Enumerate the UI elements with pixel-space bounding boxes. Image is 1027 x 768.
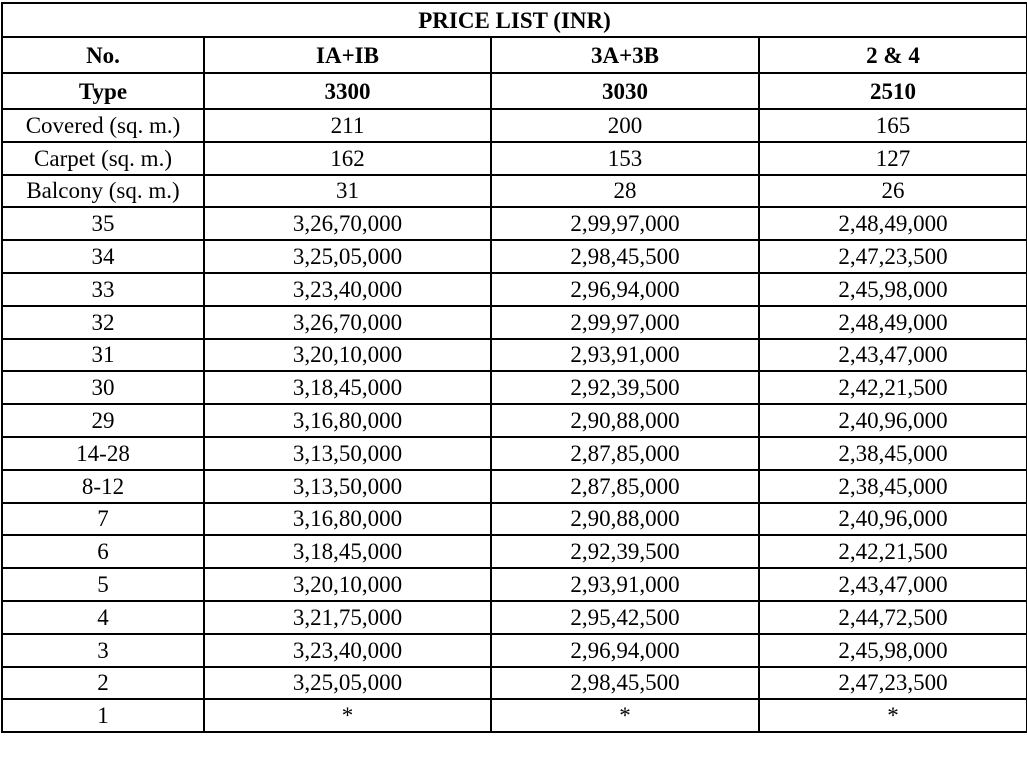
row-label-cell: 34 — [2, 240, 204, 273]
price-row — [2, 371, 1027, 404]
row-label-cell: 3 — [2, 634, 204, 667]
price-row — [2, 667, 1027, 700]
value-cell: 3,18,45,000 — [204, 535, 491, 568]
value-cell: 2,42,21,500 — [759, 371, 1027, 404]
value-cell: 3,20,10,000 — [204, 339, 491, 372]
value-cell: 162 — [204, 142, 491, 175]
row-label-cell: Balcony (sq. m.) — [2, 175, 204, 208]
value-cell: 2,47,23,500 — [759, 240, 1027, 273]
area-row — [2, 109, 1027, 142]
price-row — [2, 503, 1027, 536]
row-label-cell: 1 — [2, 699, 204, 732]
header-row-number — [2, 37, 1027, 73]
value-cell: 3,21,75,000 — [204, 601, 491, 634]
value-cell: 2,87,85,000 — [491, 437, 759, 470]
value-cell: 2,90,88,000 — [491, 404, 759, 437]
header-cell: 3030 — [491, 73, 759, 109]
value-cell: 2,93,91,000 — [491, 568, 759, 601]
header-cell: 2510 — [759, 73, 1027, 109]
row-label-cell: 35 — [2, 207, 204, 240]
value-cell: 2,93,91,000 — [491, 339, 759, 372]
value-cell: 2,98,45,500 — [491, 240, 759, 273]
title-row — [2, 3, 1027, 37]
value-cell: 2,43,47,000 — [759, 568, 1027, 601]
row-label-cell: 8-12 — [2, 470, 204, 503]
value-cell: 211 — [204, 109, 491, 142]
row-label-cell: 7 — [2, 503, 204, 536]
value-cell: 3,16,80,000 — [204, 503, 491, 536]
value-cell: 2,43,47,000 — [759, 339, 1027, 372]
area-row — [2, 142, 1027, 175]
value-cell: * — [759, 699, 1027, 732]
value-cell: 2,99,97,000 — [491, 207, 759, 240]
header-cell: 3300 — [204, 73, 491, 109]
header-cell: IA+IB — [204, 37, 491, 73]
value-cell: 3,23,40,000 — [204, 273, 491, 306]
value-cell: 3,18,45,000 — [204, 371, 491, 404]
value-cell: 200 — [491, 109, 759, 142]
value-cell: 2,98,45,500 — [491, 667, 759, 700]
row-label-cell: Carpet (sq. m.) — [2, 142, 204, 175]
header-cell: 3A+3B — [491, 37, 759, 73]
value-cell: 28 — [491, 175, 759, 208]
value-cell: 31 — [204, 175, 491, 208]
value-cell: 2,96,94,000 — [491, 273, 759, 306]
value-cell: 2,38,45,000 — [759, 437, 1027, 470]
price-row — [2, 240, 1027, 273]
header-cell: Type — [2, 73, 204, 109]
price-row — [2, 634, 1027, 667]
value-cell: 2,48,49,000 — [759, 306, 1027, 339]
table-title: PRICE LIST (INR) — [2, 3, 1027, 37]
value-cell: 2,92,39,500 — [491, 371, 759, 404]
value-cell: 2,90,88,000 — [491, 503, 759, 536]
header-cell: 2 & 4 — [759, 37, 1027, 73]
value-cell: 2,44,72,500 — [759, 601, 1027, 634]
value-cell: 2,92,39,500 — [491, 535, 759, 568]
row-label-cell: 33 — [2, 273, 204, 306]
value-cell: * — [491, 699, 759, 732]
value-cell: 3,13,50,000 — [204, 470, 491, 503]
price-row — [2, 306, 1027, 339]
value-cell: 153 — [491, 142, 759, 175]
row-label-cell: Covered (sq. m.) — [2, 109, 204, 142]
price-row — [2, 699, 1027, 732]
value-cell: 2,87,85,000 — [491, 470, 759, 503]
row-label-cell: 5 — [2, 568, 204, 601]
value-cell: 2,42,21,500 — [759, 535, 1027, 568]
row-label-cell: 29 — [2, 404, 204, 437]
value-cell: 3,25,05,000 — [204, 667, 491, 700]
table-body — [2, 109, 1027, 732]
value-cell: 2,38,45,000 — [759, 470, 1027, 503]
price-row — [2, 437, 1027, 470]
price-row — [2, 273, 1027, 306]
value-cell: 3,23,40,000 — [204, 634, 491, 667]
price-row — [2, 535, 1027, 568]
price-row — [2, 470, 1027, 503]
row-label-cell: 6 — [2, 535, 204, 568]
price-row — [2, 568, 1027, 601]
table-head — [2, 3, 1027, 109]
row-label-cell: 4 — [2, 601, 204, 634]
row-label-cell: 30 — [2, 371, 204, 404]
row-label-cell: 14-28 — [2, 437, 204, 470]
value-cell: 3,20,10,000 — [204, 568, 491, 601]
price-row — [2, 207, 1027, 240]
value-cell: 2,45,98,000 — [759, 634, 1027, 667]
value-cell: 165 — [759, 109, 1027, 142]
value-cell: 2,47,23,500 — [759, 667, 1027, 700]
value-cell: 2,95,42,500 — [491, 601, 759, 634]
row-label-cell: 31 — [2, 339, 204, 372]
value-cell: 2,48,49,000 — [759, 207, 1027, 240]
value-cell: 3,26,70,000 — [204, 306, 491, 339]
value-cell: * — [204, 699, 491, 732]
header-row-type — [2, 73, 1027, 109]
value-cell: 3,16,80,000 — [204, 404, 491, 437]
value-cell: 3,26,70,000 — [204, 207, 491, 240]
row-label-cell: 32 — [2, 306, 204, 339]
value-cell: 2,99,97,000 — [491, 306, 759, 339]
price-list-table — [1, 2, 1027, 733]
value-cell: 2,40,96,000 — [759, 503, 1027, 536]
value-cell: 26 — [759, 175, 1027, 208]
area-row — [2, 175, 1027, 208]
value-cell: 3,25,05,000 — [204, 240, 491, 273]
price-row — [2, 601, 1027, 634]
price-row — [2, 339, 1027, 372]
value-cell: 2,96,94,000 — [491, 634, 759, 667]
value-cell: 3,13,50,000 — [204, 437, 491, 470]
value-cell: 2,45,98,000 — [759, 273, 1027, 306]
price-row — [2, 404, 1027, 437]
value-cell: 2,40,96,000 — [759, 404, 1027, 437]
value-cell: 127 — [759, 142, 1027, 175]
row-label-cell: 2 — [2, 667, 204, 700]
header-cell: No. — [2, 37, 204, 73]
